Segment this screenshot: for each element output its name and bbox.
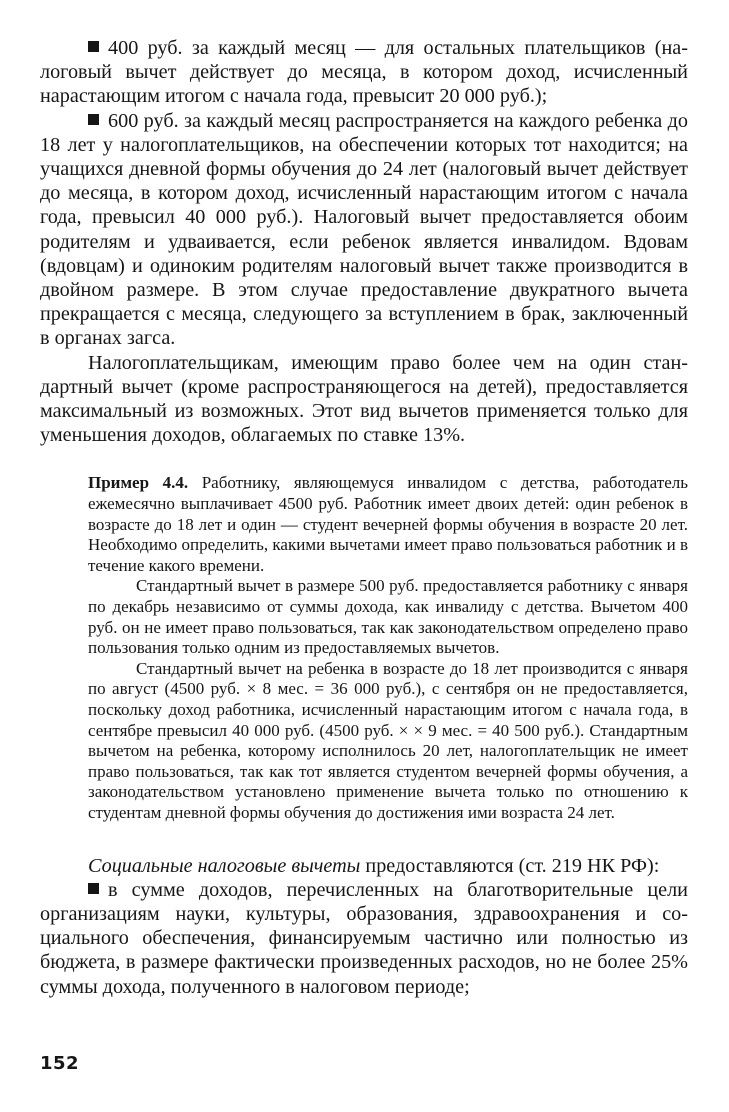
bullet-paragraph-charity: в сумме доходов, перечисленных на благотворительные цели организациям науки, культуры, образования, здравоохранения и социального обеспечения, финансируемым частично или полностью из бюджета, в размере фактически произведенных расходов, но не более 25% суммы дохода, полученного в налоговом периоде; — [40, 878, 688, 998]
example-paragraph-1: Стандартный вычет в размере 500 руб. предоставляется работнику с января по декабрь независимо от суммы дохода, как инвалиду с детства. Вычетом 400 руб. он не имеет право пользоваться, так как законодательством определено право пользования только одним из предоставляемых вычетов. — [88, 576, 688, 658]
example-intro-text: Работнику, являющемуся инвалидом с детства, работодатель ежемесячно выплачивает 4500 руб. Работник имеет двоих детей: один ребенок в возрасте до 18 лет и один — студент вечерней формы обучения в возрасте 20 лет. Необходимо определить, какими вычетами имеет право пользоваться работник и в течение какого времени. — [88, 473, 688, 575]
social-deductions-section — [40, 854, 688, 999]
social-heading-rest: предоставляются (ст. 219 НК РФ): — [360, 854, 660, 877]
example-block — [88, 473, 688, 823]
bullet-paragraph-400: 400 руб. за каждый месяц — для остальных плательщиков (налоговый вычет действует до месяца, в котором доход, исчисленный нарастающим итогом с начала года, превысит 20 000 руб.); — [40, 37, 688, 108]
social-heading-italic: Социальные налоговые вычеты — [88, 854, 361, 877]
page-body — [40, 36, 688, 999]
example-intro — [88, 473, 688, 576]
example-paragraph-2: Стандартный вычет на ребенка в возрасте до 18 лет производится с января по август (4500 руб. × 8 мес. = 36 000 руб.), с сентября он не предоставляется, поскольку доход работника, исчисленный нарастающим итогом с начала года, в сентябре превысил 40 000 руб. (4500 руб. × × 9 мес. = 40 500 руб.). Стандартным вычетом на ребенка, которому исполнилось 20 лет, налогоплательщик не имеет право пользоваться, так как тот является студентом вечерней формы обучения, а законодательством установлено применение вычета только по отношению к студентам дневной формы обучения до достижения ими возраста 24 лет. — [88, 658, 688, 822]
bullet-paragraph-600: 600 руб. за каждый месяц распространяется на каждого ребенка до 18 лет у налогоплательщиков, на обеспечении которых тот находится; на учащихся дневной формы обучения до 24 лет (налоговый вычет действует до месяца, в котором доход, исчисленный нарастающим итогом с начала года, превысил 40 000 руб.). Налоговый вычет предоставляется обоим родителям и удваивается, если ребенок является инвалидом. Вдовам (вдовцам) и одиноким родителям налоговый вычет также производится в двойном размере. В этом случае предоставление двукратного вычета прекращается с месяца, следующего за вступлением в брак, заключенный в органах загса. — [40, 109, 688, 350]
paragraph-max-deduction: Налогоплательщикам, имеющим право более чем на один стандартный вычет (кроме распространяющегося на детей), предоставляется максимальный из возможных. Этот вид вычетов применяется только для уменьшения доходов, облагаемых по ставке 13%. — [40, 351, 688, 447]
page-number: 152 — [40, 1053, 80, 1074]
social-heading — [40, 854, 688, 878]
example-label: Пример 4.4. — [88, 473, 189, 493]
